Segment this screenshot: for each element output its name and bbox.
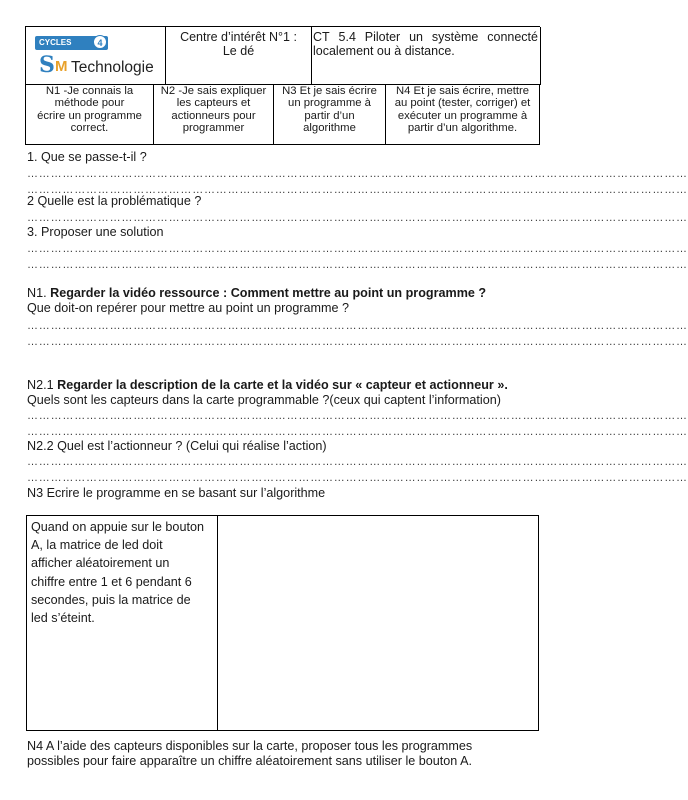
header-table: [25, 26, 540, 84]
answer-line[interactable]: ……………………………………………………………………………………………………………………………………………………: [27, 456, 688, 468]
level-text: N4 Et je sais écrire, mettre: [395, 85, 530, 97]
ct-word: système: [431, 30, 479, 44]
algorithm-cell: [27, 516, 218, 730]
answer-line[interactable]: ……………………………………………………………………………………………………………………………………………………: [27, 320, 688, 332]
cycles-badge-number: 4: [93, 35, 107, 49]
level-text: correct.: [70, 122, 109, 135]
answer-line[interactable]: ……………………………………………………………………………………………………………………………………………………: [27, 472, 688, 484]
logo-letter-s: S: [39, 52, 55, 78]
cycles-badge: [35, 36, 108, 50]
level-n4-cell: [385, 84, 540, 145]
ct-word: 5.4: [338, 30, 356, 44]
ct-word: Piloter: [364, 30, 401, 44]
level-text: algorithme: [303, 122, 356, 135]
algorithm-line: secondes, puis la matrice de: [31, 592, 191, 607]
question-1: 1. Que se passe-t-il ?: [27, 150, 147, 164]
logo-cell: [26, 27, 166, 85]
level-text: méthode pour: [54, 97, 125, 110]
competence-cell: [312, 27, 541, 85]
n1-bold-text: Regarder la vidéo ressource : Comment mettre au point un programme ?: [50, 286, 487, 300]
level-text: au point (tester, corriger) et: [394, 97, 531, 110]
level-text: programmer: [182, 122, 245, 135]
level-text: un programme à: [288, 97, 371, 110]
n4-line-1: N4 A l’aide des capteurs disponibles sur la carte, proposer tous les programmes: [27, 739, 473, 753]
answer-line[interactable]: ……………………………………………………………………………………………………………………………………………………: [27, 410, 688, 422]
n21-question: Quels sont les capteurs dans la carte programmable ?(ceux qui captent l’information): [27, 393, 501, 407]
level-text: N3 Et je sais écrire: [282, 85, 377, 97]
n3-instruction: N3 Ecrire le programme en se basant sur l’algorithme: [27, 486, 326, 500]
question-3: 3. Proposer une solution: [27, 225, 164, 239]
n1-prefix: N1.: [27, 286, 51, 300]
level-text: N1 -Je connais la: [45, 85, 134, 97]
program-answer-area[interactable]: [218, 516, 538, 730]
question-2: 2 Quelle est la problématique ?: [27, 194, 202, 208]
n21-prefix: N2.1: [27, 378, 58, 392]
n22-question: N2.2 Quel est l’actionneur ? (Celui qui réalise l’action): [27, 439, 327, 453]
level-text: partir d’un algorithme.: [407, 122, 518, 135]
answer-line[interactable]: ……………………………………………………………………………………………………………………………………………………: [27, 426, 688, 438]
answer-line[interactable]: ……………………………………………………………………………………………………………………………………………………: [27, 243, 688, 255]
ct-word: CT: [313, 30, 330, 44]
algorithm-line: chiffre entre 1 et 6 pendant 6: [31, 574, 192, 589]
cycles-badge-label: CYCLES: [39, 38, 72, 47]
level-n1-cell: [25, 84, 153, 145]
competence-line-2: localement ou à distance.: [313, 44, 455, 58]
centre-interet-title: Centre d’intérêt N°1 :: [180, 30, 297, 44]
algorithm-line: led s’éteint.: [31, 611, 95, 626]
n21-bold-text: Regarder la description de la carte et la vidéo sur « capteur et actionneur ».: [57, 378, 508, 392]
ct-word: connecté: [487, 30, 538, 44]
level-text: N2 -Je sais expliquer: [160, 85, 267, 97]
level-text: partir d’un: [304, 109, 355, 122]
logo-technologie: Technologie: [71, 59, 154, 76]
n1-question: Que doit-on repérer pour mettre au point un programme ?: [27, 301, 350, 315]
program-table: [26, 515, 539, 731]
level-text: écrire un programme: [37, 109, 142, 122]
answer-line[interactable]: ……………………………………………………………………………………………………………………………………………………: [27, 168, 688, 180]
n21-instruction: [27, 378, 508, 393]
algorithm-line: Quand on appuie sur le bouton: [31, 520, 204, 534]
centre-interet-cell: [166, 27, 312, 85]
ct-word: un: [409, 30, 423, 44]
logo-letter-m: M: [55, 58, 68, 75]
level-text: actionneurs pour: [171, 109, 256, 122]
answer-line[interactable]: ……………………………………………………………………………………………………………………………………………………: [27, 212, 688, 224]
competence-line-1: [313, 30, 538, 44]
algorithm-line: afficher aléatoirement un: [31, 556, 170, 571]
level-text: exécuter un programme à: [397, 109, 528, 122]
n4-line-2: possibles pour faire apparaître un chiffre aléatoirement sans utiliser le bouton A.: [27, 754, 473, 768]
answer-line[interactable]: ……………………………………………………………………………………………………………………………………………………: [27, 184, 688, 196]
level-n3-cell: [273, 84, 385, 145]
algorithm-line: A, la matrice de led doit: [31, 538, 163, 553]
level-text: les capteurs et: [176, 97, 251, 110]
answer-line[interactable]: ……………………………………………………………………………………………………………………………………………………: [27, 336, 688, 348]
answer-line[interactable]: ……………………………………………………………………………………………………………………………………………………: [27, 259, 688, 271]
level-n2-cell: [153, 84, 273, 145]
n1-instruction: [27, 286, 486, 301]
centre-interet-subject: Le dé: [222, 44, 255, 58]
